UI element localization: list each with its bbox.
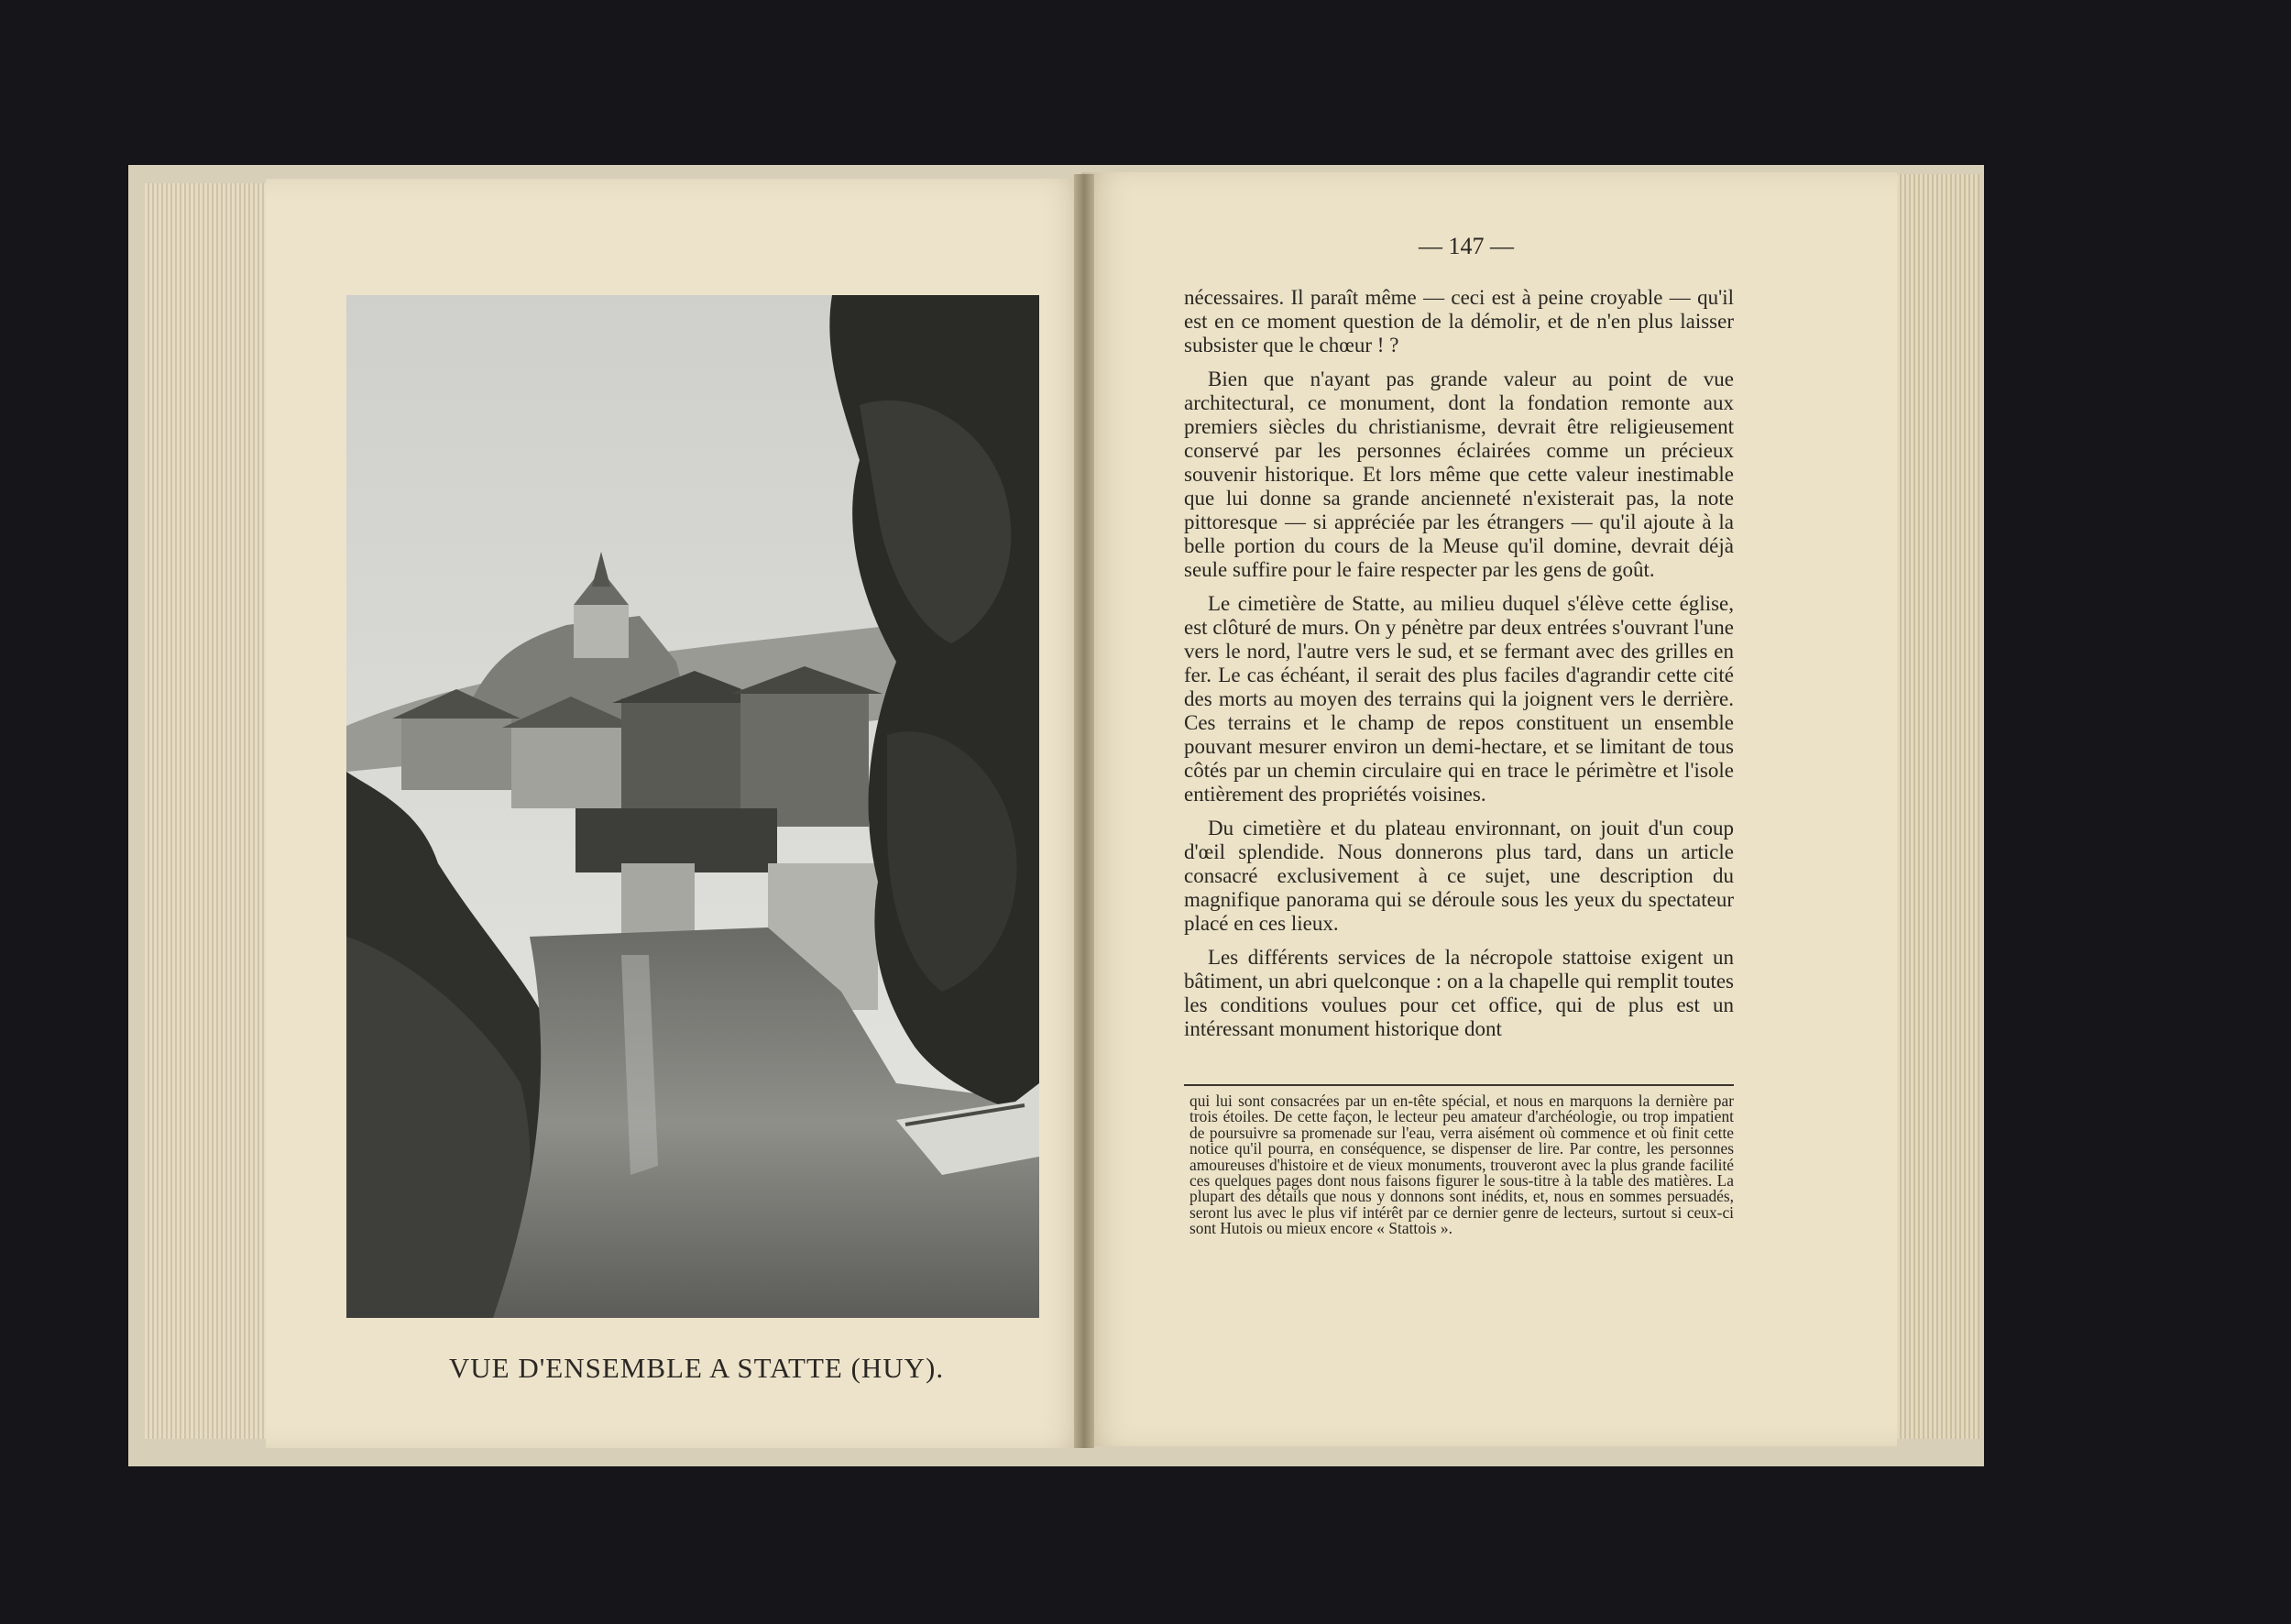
paragraph: Du cimetière et du plateau environnant, on jouit d'un coup d'œil splendide. Nous donnerons plus tard, dans un article consacré exclusivement à ce sujet, une description du magnifique panorama qui se déroule sous les yeux du spectateur placé en ces lieux. bbox=[1184, 817, 1734, 935]
footnote: qui lui sont consacrées par un en-tête spécial, et nous en marquons la dernière par trois étoiles. De cette façon, le lecteur peu amateur d'archéologie, ou trop impatient de poursuivre sa promenade sur l'eau, verra aisément où commence et où finit cette notice qu'il pourra, en conséquence, se dispenser de lire. Par contre, les personnes amoureuses d'histoire et de vieux monuments, trouveront avec la plus grande facilité ces quelques pages dont nous faisons figurer le sous-titre à la table des matières. La plupart des détails que nous y donnons sont inédits, et, nous en sommes persuadés, seront lus avec le plus vif intérêt par ce dernier genre de lecteurs, surtout si ceux-ci sont Hutois ou mieux encore « Stattois ». bbox=[1189, 1092, 1734, 1238]
page-number: — 147 — bbox=[1419, 233, 1514, 259]
paragraph: nécessaires. Il paraît même — ceci est à peine croyable — qu'il est en ce moment question de la démolir, et de n'en plus laisser subsister que le chœur ! ? bbox=[1184, 286, 1734, 357]
page-edges-left bbox=[145, 183, 273, 1439]
book-gutter bbox=[1074, 174, 1094, 1448]
village-photograph bbox=[346, 295, 1039, 1318]
paragraph: Bien que n'ayant pas grande valeur au point de vue architectural, ce monument, dont la fondation remonte aux premiers siècles du christianisme, devrait être religieusement conservé par les personnes éclairées comme un précieux souvenir historique. Et lors même que cette valeur inestimable que lui donne sa grande ancienneté n'existerait pas, la note pittoresque — si appréciée par les étrangers — qu'il ajoute à la belle portion du cours de la Meuse qu'il domine, devrait déjà seule suffire pour le faire respecter par les gens de goût. bbox=[1184, 368, 1734, 581]
footnote-divider bbox=[1184, 1084, 1734, 1086]
page-edges-right bbox=[1897, 174, 1979, 1439]
main-text-block bbox=[1184, 286, 1734, 1041]
paragraph: Les différents services de la nécropole stattoise exigent un bâtiment, un abri quelconque : on a la chapelle qui remplit toutes les conditions voulues pour cet office, qui de plus est un intéressant monument historique dont bbox=[1184, 946, 1734, 1040]
photo-caption: VUE D'ENSEMBLE A STATTE (HUY). bbox=[448, 1352, 945, 1384]
paragraph: Le cimetière de Statte, au milieu duquel s'élève cette église, est clôturé de murs. On y pénètre par deux entrées s'ouvrant l'une vers le nord, l'autre vers le sud, et se fermant avec des grilles en fer. Le cas échéant, il serait des plus faciles d'agrandir cette cité des morts au moyen des terrains qui la joignent vers le derrière. Ces terrains et le champ de repos constituent un ensemble pouvant mesurer environ un demi-hectare, et se limitant de tous côtés par un chemin circulaire qui en trace le périmètre et l'isole entièrement des propriétés voisines. bbox=[1184, 592, 1734, 806]
